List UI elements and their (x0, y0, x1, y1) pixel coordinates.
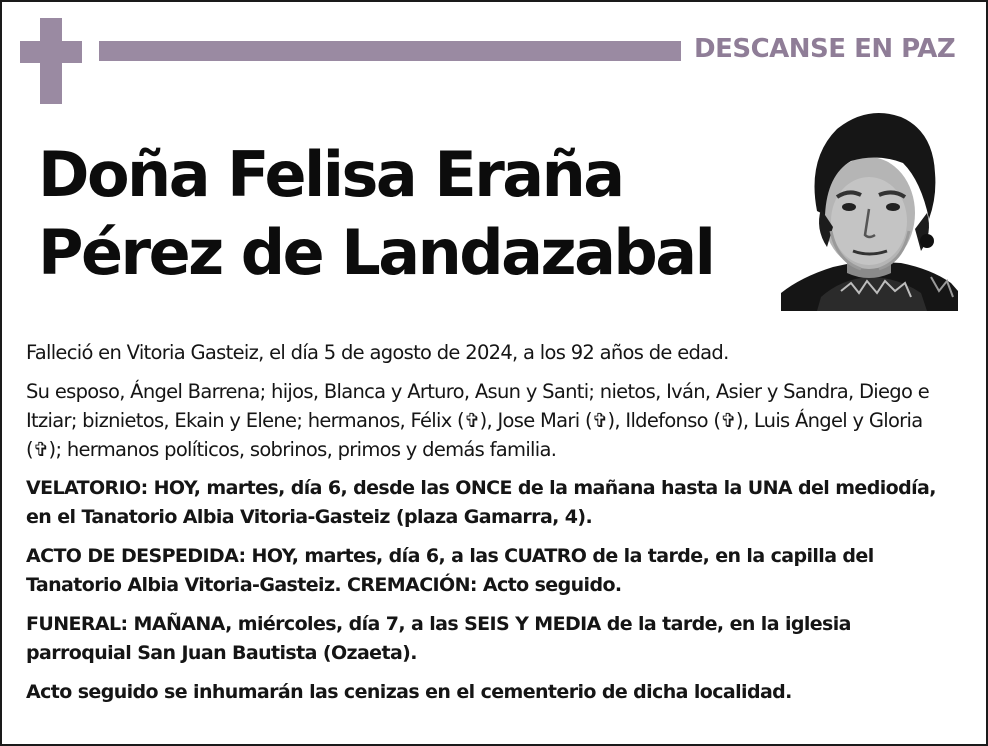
name-line-2: Pérez de Landazabal (38, 216, 714, 289)
portrait-photo (781, 101, 958, 311)
cross-icon (20, 18, 82, 104)
header-divider (99, 41, 681, 61)
name-line-1: Doña Felisa Eraña (38, 138, 623, 211)
inhumacion-info: Acto seguido se inhumarán las cenizas en el cementerio de dicha localidad. (26, 681, 792, 703)
header-label: DESCANSE EN PAZ (694, 34, 956, 64)
velatorio-info: VELATORIO: HOY, martes, día 6, desde las ONCE de la mañana hasta la UNA del mediodía, en el Tanatorio Albia Vitoria-Gasteiz (plaza Gamarra, 4). (26, 477, 936, 528)
deceased-name (38, 136, 768, 292)
death-notice: Falleció en Vitoria Gasteiz, el día 5 de agosto de 2024, a los 92 años de edad. (26, 341, 729, 364)
obituary-body (26, 338, 961, 717)
family-list: Su esposo, Ángel Barrena; hijos, Blanca y Arturo, Asun y Santi; nietos, Iván, Asier y Sandra, Diego e Itziar; biznietos, Ekain y Elene; hermanos, Félix (✞), Jose Mari (✞), Ildefonso (✞), Luis Ángel y Gloria (✞); hermanos políticos, sobrinos, primos y demás familia. (26, 380, 930, 461)
despedida-info: ACTO DE DESPEDIDA: HOY, martes, día 6, a las CUATRO de la tarde, en la capilla del Tanatorio Albia Vitoria-Gasteiz. CREMACIÓN: Acto seguido. (26, 545, 874, 596)
funeral-info: FUNERAL: MAÑANA, miércoles, día 7, a las SEIS Y MEDIA de la tarde, en la iglesia parroquial San Juan Bautista (Ozaeta). (26, 613, 851, 664)
